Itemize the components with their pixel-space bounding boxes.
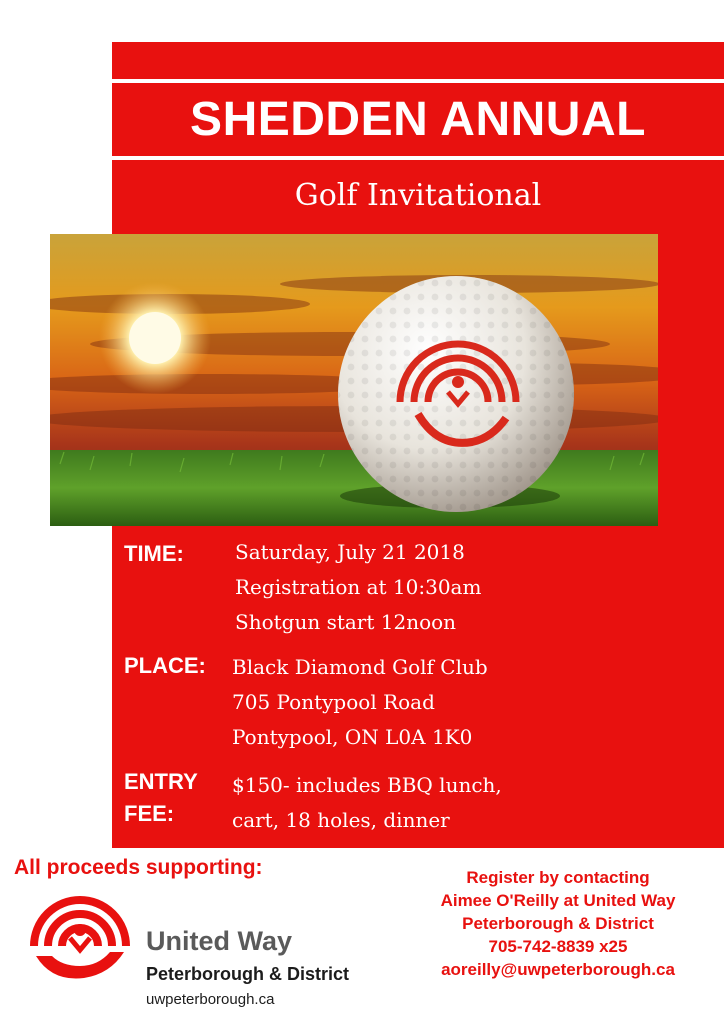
contact-line: Register by contacting (466, 868, 650, 887)
contact-line: Aimee O'Reilly at United Way (440, 891, 676, 910)
fee-details (232, 768, 502, 838)
place-line: Black Diamond Golf Club (232, 655, 488, 679)
contact-phone[interactable]: 705-742-8839 x25 (488, 937, 628, 956)
registration-contact (400, 866, 716, 981)
event-title: SHEDDEN ANNUAL (190, 93, 646, 146)
proceeds-heading: All proceeds supporting: (14, 856, 263, 879)
fee-line: cart, 18 holes, dinner (232, 808, 450, 832)
time-label: TIME: (124, 541, 184, 566)
event-subtitle: Golf Invitational (294, 178, 542, 213)
place-line: Pontypool, ON L0A 1K0 (232, 725, 473, 749)
contact-email-link[interactable]: aoreilly@uwpeterborough.ca (441, 960, 675, 979)
time-line: Registration at 10:30am (235, 575, 482, 599)
time-line: Saturday, July 21 2018 (235, 540, 465, 564)
org-url-link[interactable]: uwpeterborough.ca (146, 991, 275, 1008)
golf-ball-sunset-image (50, 234, 658, 526)
org-name: United Way (146, 926, 293, 956)
time-details (235, 535, 481, 640)
entry-fee-label-line2: FEE: (124, 801, 175, 826)
place-details (232, 650, 488, 755)
place-line: 705 Pontypool Road (232, 690, 435, 714)
place-label: PLACE: (124, 653, 206, 678)
fee-line: $150- includes BBQ lunch, (232, 773, 502, 797)
entry-fee-label-line1: ENTRY (124, 769, 198, 794)
org-subtitle: Peterborough & District (146, 964, 350, 984)
divider-bottom (112, 156, 724, 160)
united-way-logo-icon (26, 886, 134, 986)
contact-line: Peterborough & District (462, 914, 654, 933)
time-line: Shotgun start 12noon (235, 610, 457, 634)
divider-top (112, 79, 724, 83)
entry-fee-label (124, 766, 198, 830)
